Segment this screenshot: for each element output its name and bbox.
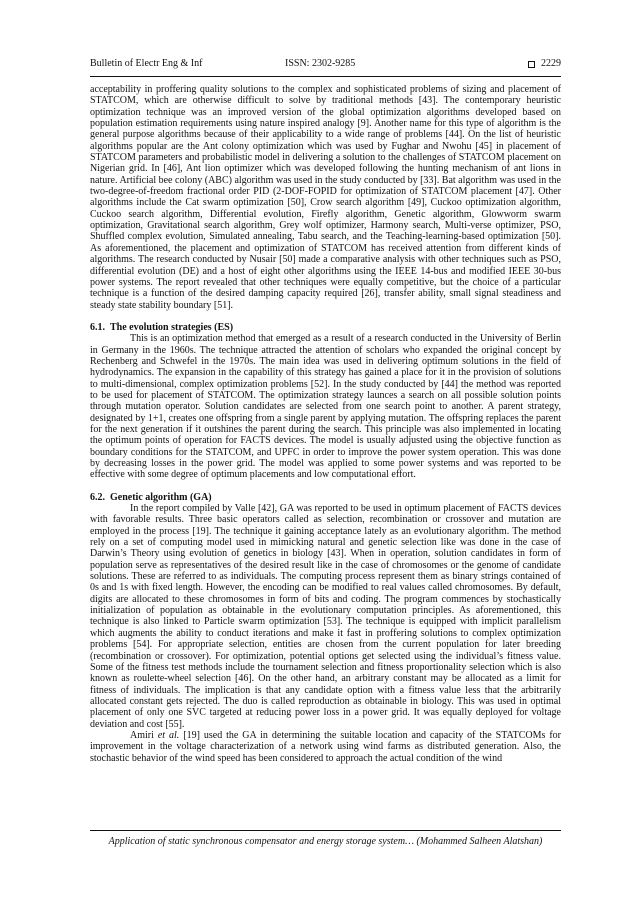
section-6-1-paragraph: This is an optimization method that emerged as a result of a research conducted in the University of Berlin in Germany in the 1960s. The technique attracted the attention of scholars who expanded the original concept by Rechenberg and Schwefel in the 1970s. The main idea was used in delivering optimum solutions in the field of hydrodynamics. The expansion in the capability of this strategy has gained a place for it in the provision of solutions to multi-dimensional, complex optimization problems [52]. In the study conducted by [44] the method was reported to be used for placement of STATCOM. The optimization strategy launces a search on all possible solution points through mutation operator. Solution candidates are selected from one search point to another. A parent strategy, designated by 1+1, creates one offspring from a single parent by applying mutation. The offspring replaces the parent for the next generation if it outshines the parent during the search. This principle was also implemented in locating the optimum points of operation for FACTS devices. The model is usually adjusted using the objective function as boundary conditions for the STATCOM, and UPFC in order to improve the power system operation. This was done by decreasing losses in the power grid. The model was applied to some power systems and was reported to be effective with some degree of optimum placements and low computational effort. — [90, 333, 561, 481]
square-bullet-icon — [528, 61, 535, 68]
journal-name: Bulletin of Electr Eng & Inf — [90, 58, 203, 69]
section-6-1-heading: 6.1. The evolution strategies (ES) — [90, 321, 234, 333]
section-6-2-heading: 6.2. Genetic algorithm (GA) — [90, 491, 212, 503]
amiri-rest: [19] used the GA in determining the suitable location and capacity of the STATCOMs for improvement in the voltage characterization of a network using wind farms as distributed generation. Also, the stochastic behavior of the wind speed has been considered to approach the actual condition of the wind — [90, 729, 562, 764]
header-rule — [90, 76, 561, 77]
et-al: et al. — [157, 729, 180, 741]
page-number: 2229 — [541, 58, 561, 69]
page-number-group — [528, 58, 561, 70]
running-header — [90, 58, 561, 74]
section-6-2-paragraph: In the report compiled by Valle [42], GA was reported to be used in optimum placement of FACTS devices with favorable results. Three basic operators called as selection, recombination or crossover and mutation are employed in the process [19]. The technique it gaining acceptance lately as an evolutionary algorithm. The method rely on a set of computing model used in mimicking natural and genetic selection like was done in the case of Darwin’s Theory using evolution of genetics in biology [43]. When in operation, solution candidates in form of population serve as representatives of the desired result like in the case of chromosomes or the genome of candidate solutions. These are referred to as individuals. The computing process represent them as binary strings contained of 0s and 1s with fixed length. However, the encoding can be modified to real values called chromosomes. By default, digits are allocated to these chromosomes in form of bits and coding. The program commences by stochastically initialization of population as obtainable in the evolutionary computation principles. As aforementioned, this technique is also linked to Particle swarm optimization [53]. The technique is equipped with implicit parallelism which augments the ability to conduct iterations and make it fast in proffering solutions to complex optimization problems [54]. For appropriate selection, entities are chosen from the current population for later breeding (recombination or crossover). For optimization, potential options get selected using the individual’s fitness value. Some of the fitness test methods include the tournament selection and fitness proportionality selection which is also known as roulette-wheel selection [46]. On the other hand, an arbitrary constant may be allocated as a limit for fitness of individuals. The implication is that any candidate option with a fitness value less that the arbitrarily allocated constant gets rejected. The duo is called reproduction as obtainable in biology. This was used in optimal placement of only one SVC targeted at reducing power loss in a power grid. It was equally deployed for voltage deviation and cost [55]. — [90, 503, 561, 730]
issn: ISSN: 2302-9285 — [285, 58, 356, 69]
body-text — [90, 84, 561, 764]
footer-rule — [90, 830, 561, 831]
paragraph-intro: acceptability in proffering quality solutions to the complex and sophisticated problems of sizing and placement of STATCOM, which are otherwise difficult to solve by traditional methods [43]. The contemporary heuristic optimization technique was an improved version of the global optimization algorithms developed based on population estimation requirements using nature inspired analogy [9]. Another name for this type of algorithm is the general purpose algorithms because of their applicability to a wide range of problems [44]. On the list of heuristic algorithms popular are the Ant colony optimization which was used by Fughar and Nwohu [45] in placement of STATCOM parameters and probabilistic model in delivering a solution to the challenges of STATCOM placement on Nigerian grid. In [46], Ant lion optimizer which was developed following the hunting mechanism of ant lions in nature. Artificial bee colony (ABC) algorithm was used in the study conducted by [33]. Bat algorithm was used in the two-degree-of-freedom fractional order PID (2-DOF-FOPID for optimization of STATCOM placement [47]. Other algorithms include the Cat swarm optimization [50], Crow search algorithm [49], Cuckoo optimization algorithm, Cuckoo search algorithm, Differential evolution, Firefly algorithm, Genetic algorithm, Glowworm swarm optimization, Gravitational search algorithm, Grey wolf optimizer, Harmony search, Multi-verse optimizer, PSO, Shuffled complex evolution, Simulated annealing, Tabu search, and the Teaching-learning-based optimization [50]. As aforementioned, the placement and optimization of STATCOM has received attention from different kinds of algorithms. The research conducted by Nusair [50] made a comparative analysis with other techniques such as PSO, differential evolution (DE) and a host of eight other algorithms using the IEEE 14-bus and modified IEEE 30-bus power systems. The report revealed that other techniques were equally competitive, but the choice of a particular technique is a function of the desired damping capacity required [26], transfer ability, small signal steadiness and steady state stability boundary [51]. — [90, 84, 561, 311]
section-6-2-paragraph-amiri — [90, 730, 561, 764]
running-footer: Application of static synchronous compensator and energy storage system… (Mohammed Salheen Alatshan) — [108, 836, 543, 847]
amiri-author: Amiri — [130, 729, 154, 741]
